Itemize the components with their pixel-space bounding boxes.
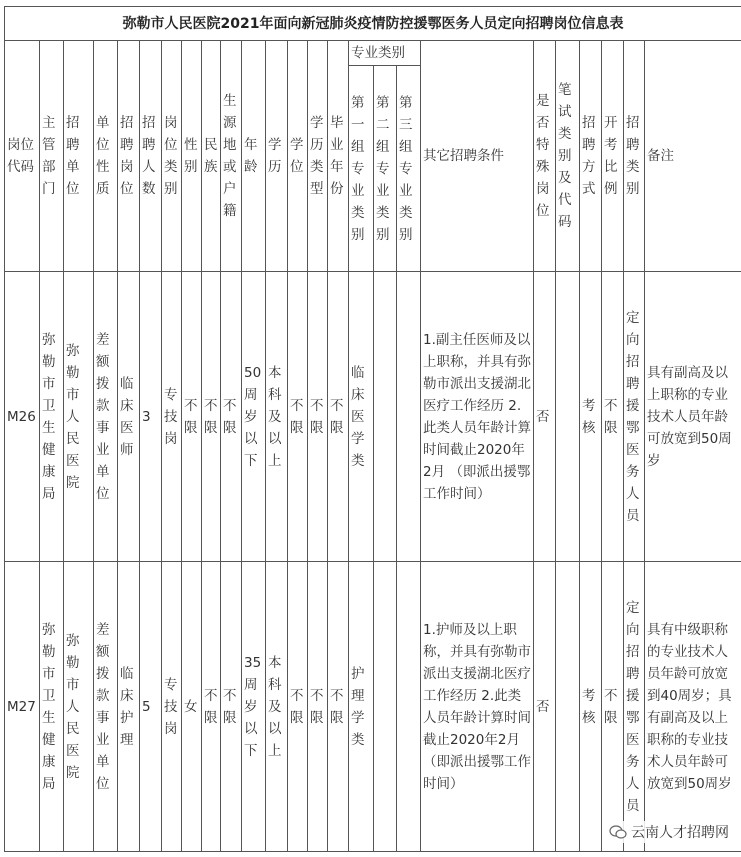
cell-nature: 差额拨款事业单位 xyxy=(94,562,118,852)
cell-method: 考核 xyxy=(580,562,602,852)
cell-age: 50周岁以下 xyxy=(242,272,266,562)
cell-exam xyxy=(556,562,580,852)
cell-category: 定向招聘援鄂医务人员 xyxy=(624,562,645,852)
header-other: 其它招聘条件 xyxy=(421,41,534,272)
cell-post: 临床医师 xyxy=(118,272,140,562)
header-special: 是否特殊岗位 xyxy=(534,41,556,272)
header-code: 岗位代码 xyxy=(5,41,40,272)
header-grad-year: 毕业年份 xyxy=(328,41,349,272)
header-count: 招聘人数 xyxy=(140,41,162,272)
header-major-group: 专业类别 xyxy=(349,41,421,66)
header-major2: 第二组专业类别 xyxy=(374,66,397,272)
cell-category: 定向招聘援鄂医务人员 xyxy=(624,272,645,562)
header-post-type: 岗位类别 xyxy=(162,41,182,272)
cell-count: 5 xyxy=(140,562,162,852)
cell-grad-year: 不限 xyxy=(328,562,349,852)
header-edu: 学历 xyxy=(266,41,288,272)
header-degree: 学位 xyxy=(288,41,308,272)
cell-major1: 护理学类 xyxy=(349,562,374,852)
cell-gender: 女 xyxy=(182,562,202,852)
cell-ratio: 不限 xyxy=(602,562,624,852)
cell-special: 否 xyxy=(534,272,556,562)
cell-post-type: 专技岗 xyxy=(162,272,182,562)
cell-gender: 不限 xyxy=(182,272,202,562)
cell-age: 35周岁以下 xyxy=(242,562,266,852)
table-row xyxy=(5,562,741,852)
cell-major2 xyxy=(374,562,397,852)
cell-edu-type: 不限 xyxy=(308,562,328,852)
cell-count: 3 xyxy=(140,272,162,562)
header-ethnic: 民族 xyxy=(202,41,221,272)
cell-ethnic: 不限 xyxy=(202,272,221,562)
header-dept: 主管部门 xyxy=(40,41,64,272)
cell-dept: 弥勒市卫生健康局 xyxy=(40,562,64,852)
cell-special: 否 xyxy=(534,562,556,852)
cell-dept: 弥勒市卫生健康局 xyxy=(40,272,64,562)
cell-method: 考核 xyxy=(580,272,602,562)
cell-code: M27 xyxy=(5,562,40,852)
cell-note: 具有副高及以上职称的专业技术人员年龄可放宽到50周岁 xyxy=(645,272,741,562)
cell-edu: 本科及以上 xyxy=(266,562,288,852)
cell-code: M26 xyxy=(5,272,40,562)
cell-exam xyxy=(556,272,580,562)
header-major1: 第一组专业类别 xyxy=(349,66,374,272)
cell-other: 1.副主任医师及以上职称，并具有弥勒市派出支援湖北医疗工作经历 2.此类人员年龄计算时间截止2020年2月 （即派出援鄂工作时间） xyxy=(421,272,534,562)
cell-unit: 弥勒市人民医院 xyxy=(64,272,94,562)
cell-degree: 不限 xyxy=(288,562,308,852)
header-method: 招聘方式 xyxy=(580,41,602,272)
table-title: 弥勒市人民医院2021年面向新冠肺炎疫情防控援鄂医务人员定向招聘岗位信息表 xyxy=(5,7,741,41)
recruitment-table xyxy=(4,6,741,852)
cell-unit: 弥勒市人民医院 xyxy=(64,562,94,852)
table-row xyxy=(5,272,741,562)
header-age: 年龄 xyxy=(242,41,266,272)
cell-major2 xyxy=(374,272,397,562)
cell-major1: 临床医学类 xyxy=(349,272,374,562)
header-gender: 性别 xyxy=(182,41,202,272)
header-edu-type: 学历类型 xyxy=(308,41,328,272)
cell-grad-year: 不限 xyxy=(328,272,349,562)
cell-ratio: 不限 xyxy=(602,272,624,562)
cell-post: 临床护理 xyxy=(118,562,140,852)
watermark xyxy=(605,821,733,843)
cell-ethnic: 不限 xyxy=(202,562,221,852)
cell-origin: 不限 xyxy=(221,562,242,852)
cell-degree: 不限 xyxy=(288,272,308,562)
header-ratio: 开考比例 xyxy=(602,41,624,272)
cell-edu-type: 不限 xyxy=(308,272,328,562)
header-origin: 生源地或户籍 xyxy=(221,41,242,272)
cell-other: 1.护师及以上职称，并具有弥勒市派出支援湖北医疗工作经历 2.此类人员年龄计算时间截止2020年2月（即派出援鄂工作时间） xyxy=(421,562,534,852)
header-major3: 第三组专业类别 xyxy=(397,66,421,272)
header-nature: 单位性质 xyxy=(94,41,118,272)
cell-major3 xyxy=(397,562,421,852)
cell-note: 具有中级职称的专业技术人员年龄可放宽到40周岁；具有副高及以上职称的专业技术人员年龄可放宽到50周岁 xyxy=(645,562,741,852)
wechat-icon xyxy=(609,825,627,839)
header-unit: 招聘单位 xyxy=(64,41,94,272)
cell-major3 xyxy=(397,272,421,562)
cell-edu: 本科及以上 xyxy=(266,272,288,562)
cell-origin: 不限 xyxy=(221,272,242,562)
cell-nature: 差额拨款事业单位 xyxy=(94,272,118,562)
cell-post-type: 专技岗 xyxy=(162,562,182,852)
watermark-text: 云南人才招聘网 xyxy=(631,825,729,841)
header-note: 备注 xyxy=(645,41,741,272)
header-post: 招聘岗位 xyxy=(118,41,140,272)
header-exam: 笔试类别及代码 xyxy=(556,41,580,272)
header-category: 招聘类别 xyxy=(624,41,645,272)
